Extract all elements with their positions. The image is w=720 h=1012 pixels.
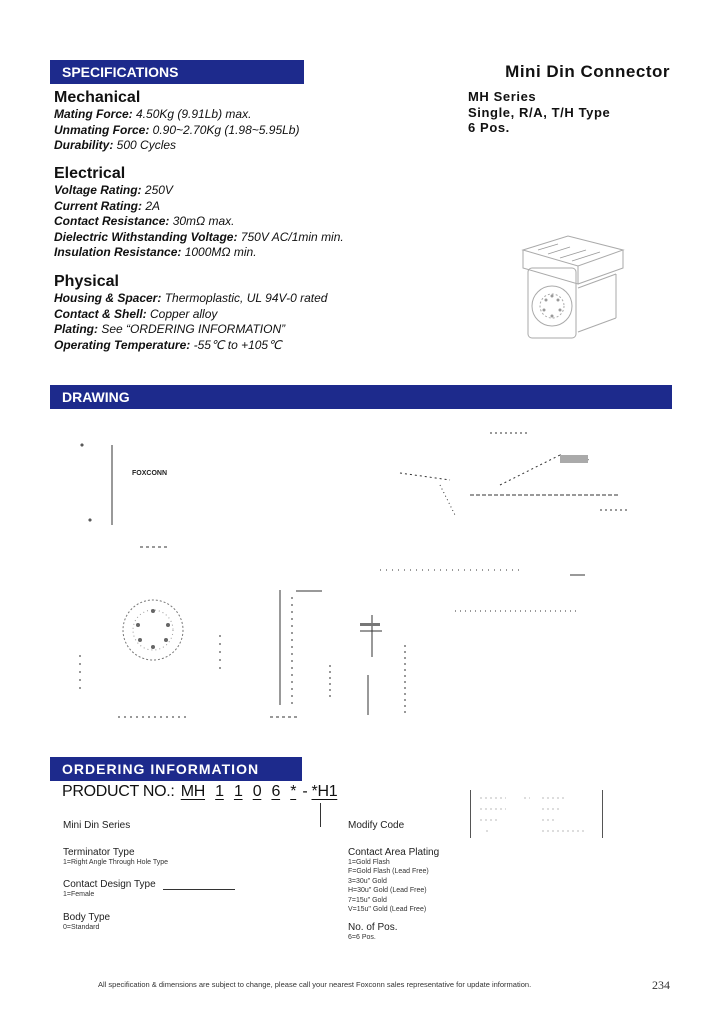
spec-line: Unmating Force: 0.90~2.70Kg (1.98~5.95Lb)	[54, 122, 300, 137]
connector-photo	[508, 228, 628, 358]
pn-plating: *	[290, 783, 297, 800]
page-number: 234	[652, 978, 670, 992]
table-border-right	[602, 790, 603, 838]
series-title: Mini Din Series	[63, 820, 131, 831]
spec-line: Operating Temperature: -55℃ to +105℃	[54, 337, 282, 352]
contact-design-option: 1=Female	[63, 891, 95, 899]
spec-line: Insulation Resistance: 1000MΩ min.	[54, 245, 257, 260]
modify-code-title: Modify Code	[348, 820, 405, 831]
pn-contact-design: 1	[233, 783, 243, 800]
pn-body: 0	[252, 783, 262, 800]
physical-section	[54, 273, 327, 353]
product-no-label: PRODUCT NO.:	[62, 783, 175, 800]
body-type-title: Body Type	[63, 911, 111, 923]
product-series: MH Series	[468, 89, 537, 104]
specifications-banner: SPECIFICATIONS	[50, 60, 304, 84]
product-number	[62, 783, 337, 801]
ordering-left-column	[63, 820, 323, 932]
pn-dash: -	[302, 783, 308, 800]
mechanical-section	[54, 89, 299, 154]
contact-design-title: Contact Design Type	[63, 879, 156, 891]
positions-option: 6=6 Pos.	[348, 934, 376, 942]
physical-heading: Physical	[54, 273, 119, 290]
plating-title: Contact Area Plating	[348, 847, 440, 858]
ordering-banner: ORDERING INFORMATION	[50, 757, 302, 781]
foxconn-drawing-label: FOXCONN	[132, 470, 167, 477]
plating-option: H=30u" Gold (Lead Free)	[348, 887, 427, 895]
spec-line: Plating: See “ORDERING INFORMATION”	[54, 322, 286, 337]
plating-option: V=15u" Gold (Lead Free)	[348, 906, 427, 914]
plating-option: 3=30u" Gold	[348, 877, 387, 885]
body-type-option: 0=Standard	[63, 923, 100, 931]
pn-positions: 6	[271, 783, 281, 800]
plating-option: F=Gold Flash (Lead Free)	[348, 868, 429, 876]
spec-line: Housing & Spacer: Thermoplastic, UL 94V-0 rated	[54, 291, 328, 305]
positions-title: No. of Pos.	[348, 922, 398, 934]
pn-modify: *H1	[311, 783, 338, 800]
plating-option: 1=Gold Flash	[348, 859, 390, 866]
spec-line: Mating Force: 4.50Kg (9.91Lb) max.	[54, 107, 252, 121]
spec-line: Current Rating: 2A	[54, 198, 161, 213]
electrical-section	[54, 165, 344, 261]
pn-terminator: 1	[215, 783, 224, 800]
footer-disclaimer: All specification & dimensions are subject to change, please call your nearest Foxconn sales representative for update information.	[98, 980, 532, 989]
ordering-right-column	[348, 820, 548, 943]
plating-option: 7=15u" Gold	[348, 896, 387, 904]
drawing-banner: DRAWING	[50, 385, 672, 409]
product-info	[468, 89, 610, 136]
technical-drawing	[60, 425, 660, 745]
electrical-heading: Electrical	[54, 165, 126, 182]
mechanical-heading: Mechanical	[54, 89, 141, 106]
spec-line: Contact & Shell: Copper alloy	[54, 306, 218, 321]
terminator-option: 1=Right Angle Through Hole Type	[63, 859, 169, 866]
pn-series: MH	[180, 783, 206, 800]
spec-line: Dielectric Withstanding Voltage: 750V AC/1min min.	[54, 229, 344, 244]
product-title: Mini Din Connector	[505, 62, 670, 81]
terminator-title: Terminator Type	[63, 847, 135, 858]
spec-line: Durability: 500 Cycles	[54, 138, 177, 153]
spec-line: Voltage Rating: 250V	[54, 183, 173, 197]
spec-line: Contact Resistance: 30mΩ max.	[54, 214, 235, 229]
product-positions: 6 Pos.	[468, 120, 510, 135]
product-type: Single, R/A, T/H Type	[468, 104, 611, 120]
